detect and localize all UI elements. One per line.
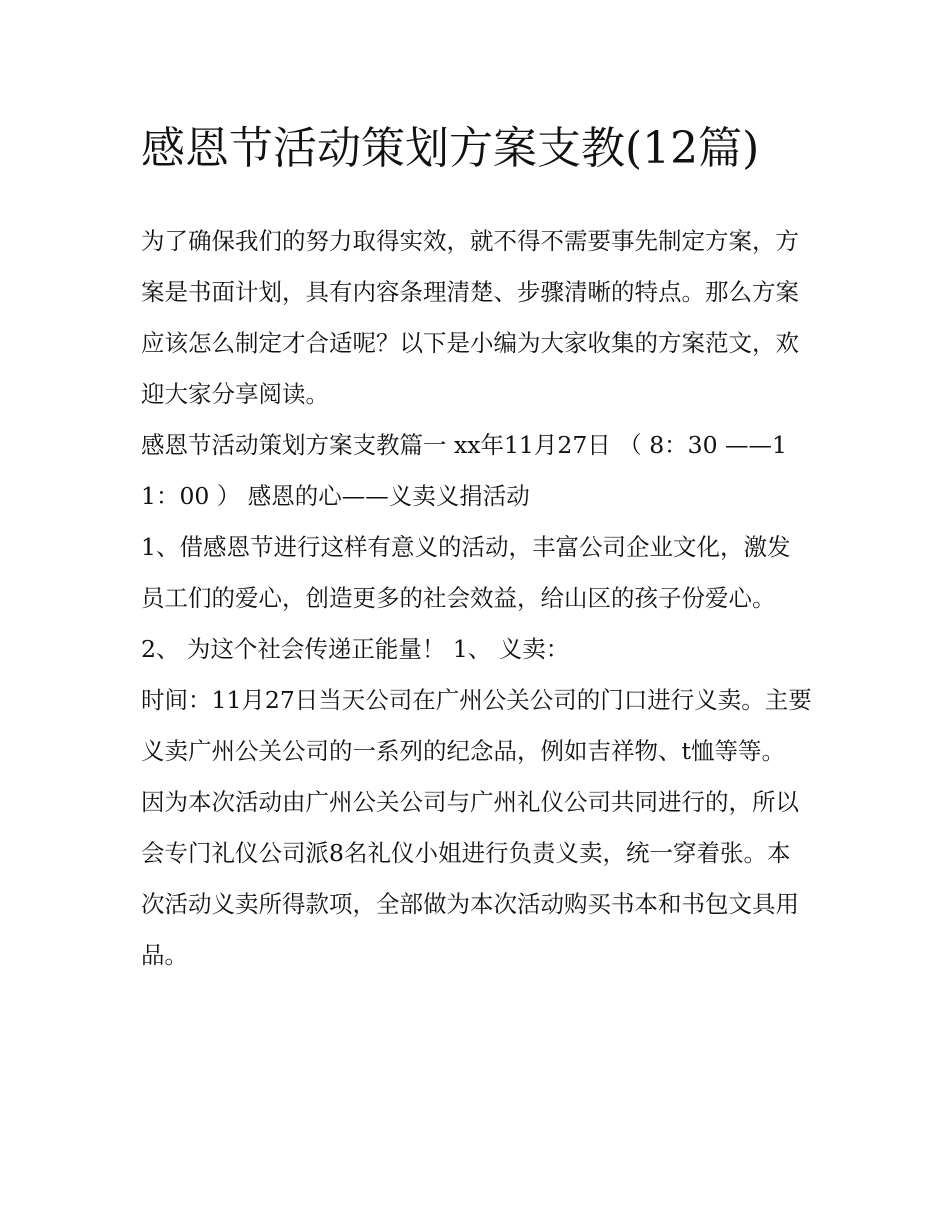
paragraph-intro: 为了确保我们的努力取得实效，就不得不需要事先制定方案，方案是书面计划，具有内容条理清楚、步骤清晰的特点。那么方案应该怎么制定才合适呢？以下是小编为大家收集的方案范文，欢迎大家分享阅读。 [141,227,799,408]
paragraph-sale-time: 时间：11月27日当天公司在广州公关公司的门口进行义卖。主要义卖广州公关公司的一系列的纪念品，例如吉祥物、t恤等等。 [141,686,812,765]
document-body [141,112,813,981]
paragraph-sale-details: 因为本次活动由广州公关公司与广州礼仪公司共同进行的，所以会专门礼仪公司派8名礼仪小姐进行负责义卖，统一穿着张。本次活动义卖所得款项，全部做为本次活动购买书本和书包文具用品。 [141,788,799,969]
document-title: 感恩节活动策划方案支教(12篇) [141,123,760,174]
paragraph-section-one: 感恩节活动策划方案支教篇一 xx年11月27日 （ 8：30 ——11：00 ） 感恩的心——义卖义捐活动 [141,431,787,510]
paragraph-goals: 1、借感恩节进行这样有意义的活动，丰富公司企业文化，激发员工们的爱心，创造更多的社会效益，给山区的孩子份爱心。 2、 为这个社会传递正能量！ 1、 义卖： [141,533,791,663]
